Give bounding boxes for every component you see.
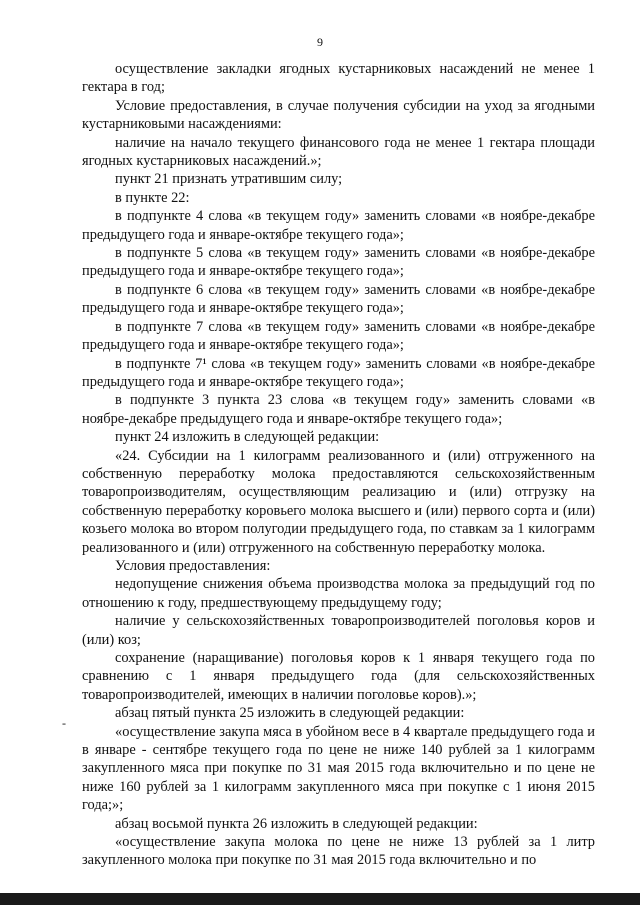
paragraph: осуществление закладки ягодных кустарниковых насаждений не менее 1 гектара в год; [82,61,595,96]
paragraph: Условие предоставления, в случае получения субсидии на уход за ягодными кустарниковыми насаждениями: [82,97,595,133]
paragraph: в подпункте 6 слова «в текущем году» заменить словами «в ноябре-декабре предыдущего года и январе-октябре текущего года»; [82,281,595,317]
paragraph: в подпункте 5 слова «в текущем году» заменить словами «в ноябре-декабре предыдущего года и январе-октябре текущего года»; [82,245,595,280]
paragraph: недопущение снижения объема производства молока за предыдущий год по отношению к году, предшествующему предыдущему году; [82,576,595,611]
page-number: 9 [317,35,323,49]
paragraph: наличие у сельскохозяйственных товаропроизводителей поголовья коров и (или) коз; [82,613,595,648]
paragraph: наличие на начало текущего финансового года не менее 1 гектара площади ягодных кустарниковых насаждений.»; [82,134,595,170]
paragraph: абзац восьмой пункта 26 изложить в следующей редакции: [115,815,478,832]
paragraph: сохранение (наращивание) поголовья коров к 1 января текущего года по сравнению с 1 января предыдущего года (для сельскохозяйственных товаропроизводителей, имеющих в наличии поголовье коров).»; [82,650,595,703]
scan-bottom-border [0,893,640,905]
paragraph: абзац пятый пункта 25 изложить в следующей редакции: [115,705,465,722]
paragraph: в пункте 22: [115,189,190,206]
paragraph: пункт 21 признать утратившим силу; [115,171,343,188]
paragraph: в подпункте 7 слова «в текущем году» заменить словами «в ноябре-декабре предыдущего года и январе-октябре текущего года»; [82,318,595,354]
paragraph: «осуществление закупа мяса в убойном весе в 4 квартале предыдущего года и в январе - сентябре текущего года по цене не ниже 140 рублей за 1 килограмм закупленного мяса при покупке по 31 мая 2015 года включительно и по цене не ниже 160 рублей за 1 килограмм закупленного мяса при покупке с 1 июня 2015 года;»; [82,723,595,814]
paragraph: «24. Субсидии на 1 килограмм реализованного и (или) отгруженного на собственную переработку молока предоставляются сельскохозяйственным товаропроизводителям, осуществляющим реализацию и (или) отгрузку на собственную переработку коровьего молока высшего и (или) первого сорта и (или) козьего молока во втором полугодии предыдущего года, по ставкам за 1 килограмм реализованного и (или) отгруженного на собственную переработку молока. [82,447,595,556]
paragraph: в подпункте 4 слова «в текущем году» заменить словами «в ноябре-декабре предыдущего года и январе-октябре текущего года»; [82,208,595,243]
paragraph: в подпункте 3 пункта 23 слова «в текущем году» заменить словами «в ноябре-декабре предыдущего года и январе-октябре текущего года»; [82,392,595,427]
margin-mark: - [62,716,66,730]
paragraph: Условия предоставления: [115,557,271,574]
paragraph: «осуществление закупа молока по цене не ниже 13 рублей за 1 литр закупленного молока при покупке по 31 мая 2015 года включительно и по [82,834,595,869]
paragraph: в подпункте 7¹ слова «в текущем году» заменить словами «в ноябре-декабре предыдущего года и январе-октябре текущего года»; [82,355,595,390]
paragraph: пункт 24 изложить в следующей редакции: [115,429,380,446]
document-text [82,60,595,870]
